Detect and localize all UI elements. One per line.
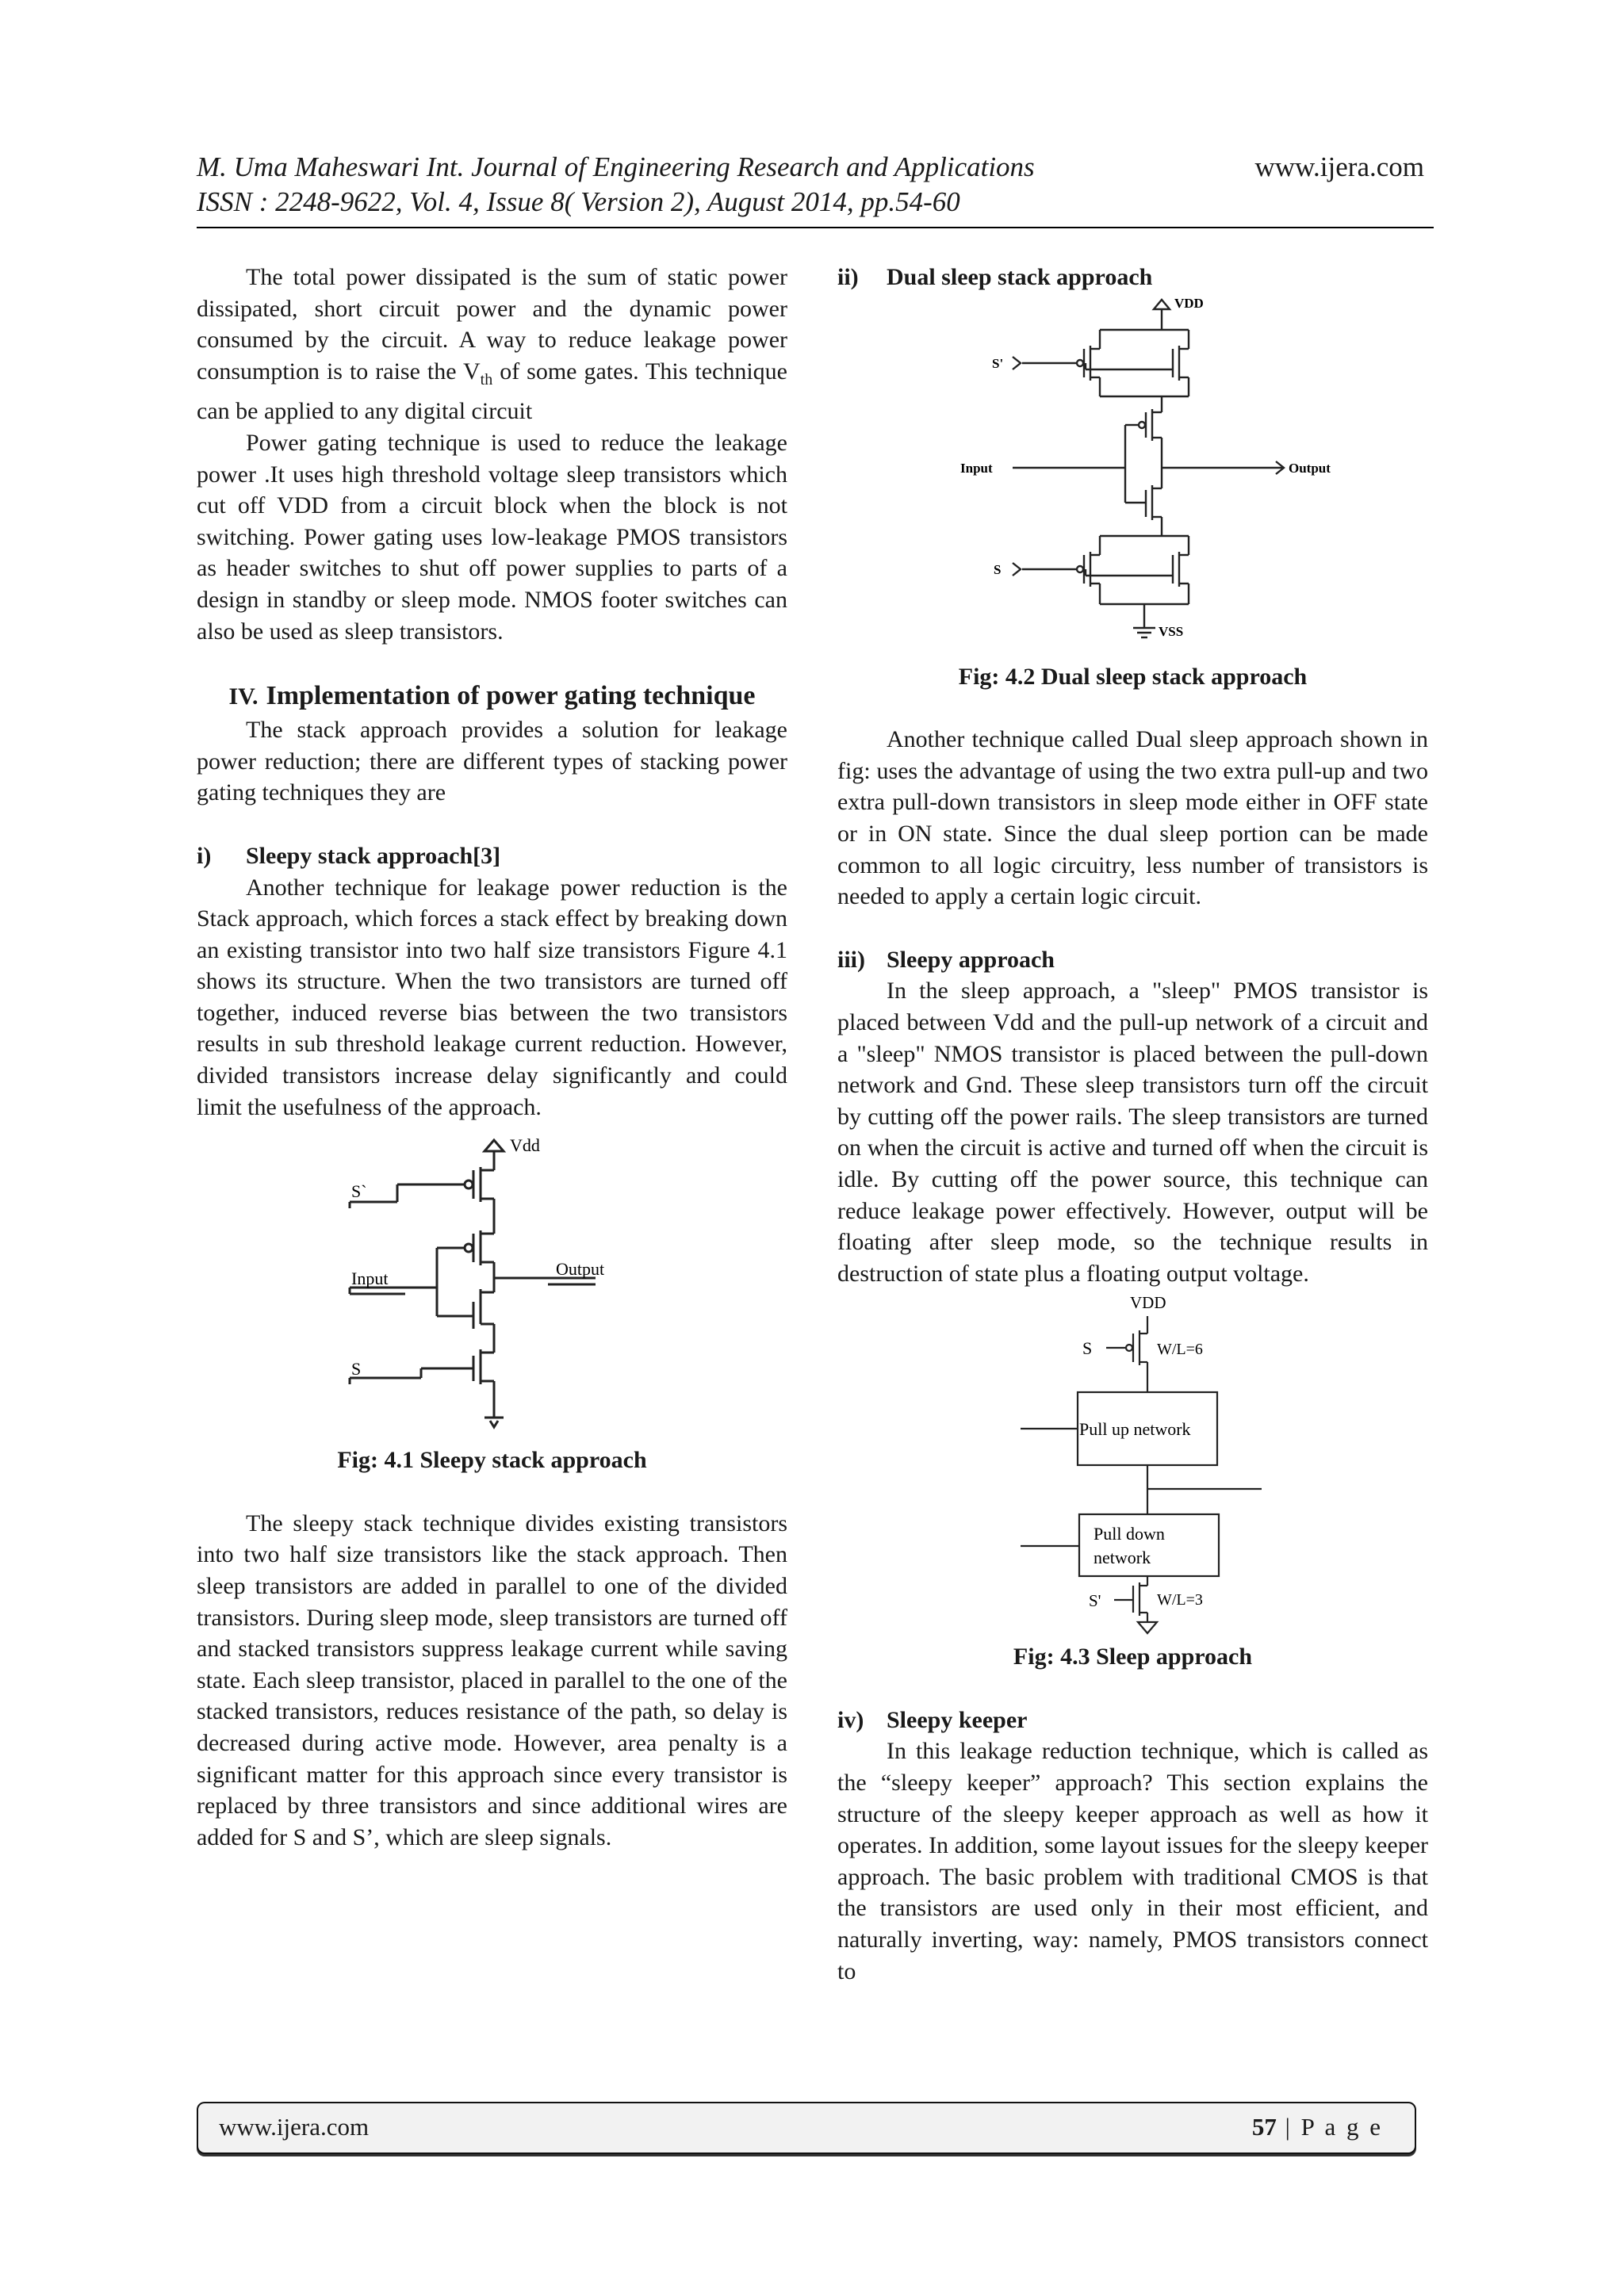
svg-text:VDD: VDD xyxy=(1174,295,1204,311)
svg-text:Output: Output xyxy=(1288,460,1331,476)
svg-text:Input: Input xyxy=(350,1269,388,1289)
paragraph-dual-sleep: Another technique called Dual sleep approach shown in fig: uses the advantage of using the two extra pull-up and two extra pull-down transistors in sleep mode either in OFF state or in ON state. Since the dual sleep portion can be made common to all logic circuitry, less number of transistors is needed to apply a certain logic circuit. xyxy=(837,726,1428,910)
journal-citation-line-1: M. Uma Maheswari Int. Journal of Engineering Research and Applications xyxy=(197,151,1035,182)
subheading-sleepy-keeper: iv) Sleepy keeper xyxy=(837,1706,1028,1733)
paragraph-power-gating: Power gating technique is used to reduce the leakage power .It uses high threshold voltage sleep transistors which cut off VDD from a circuit block when the block is not switching. Power gating uses low-leakage PMOS transistors as header switches to shut off power supplies to parts of a design in standby or sleep mode. NMOS footer switches can also be used as sleep transistors. xyxy=(197,429,787,645)
svg-text:network: network xyxy=(1093,1548,1151,1568)
svg-text:Pull up network: Pull up network xyxy=(1078,1419,1191,1440)
header-divider xyxy=(197,227,1434,228)
svg-text:W/L=3: W/L=3 xyxy=(1156,1591,1203,1609)
svg-text:Pull down: Pull down xyxy=(1093,1524,1165,1544)
paragraph-sleepy-stack-technique: The sleepy stack technique divides existing transistors into two half size transistors like the stack approach. Then sleep transistors are added in parallel to one of the divided transistors. During sleep mode, sleep transistors are turned off and stacked transistors suppress leakage current while saving state. Each sleep transistor, placed in parallel to the one of the stacked transistors, reduces resistance of the path, so delay is decreased during active mode. However, area penalty is a significant matter for this approach since every transistor is replaced by three transistors and since additional wires are added for S and S’, which are sleep signals. xyxy=(197,1510,787,1850)
figure-4-2-caption: Fig: 4.2 Dual sleep stack approach xyxy=(958,663,1308,690)
paragraph-total-power: The total power dissipated is the sum of static power dissipated, short circuit power and the dynamic power consumed by the circuit. A way to reduce leakage power consumption is to raise the $V_{th}$ of some gates. This technique can be applied to any digital circuit xyxy=(197,264,787,425)
right-column xyxy=(837,262,1428,1987)
figure-4-2-dual-sleep-diagram xyxy=(927,293,1339,658)
svg-text:VDD: VDD xyxy=(1129,1293,1166,1313)
figure-4-1-caption: Fig: 4.1 Sleepy stack approach xyxy=(337,1447,647,1474)
paragraph-sleepy-keeper: In this leakage reduction technique, which is called as the “sleepy keeper” approach? This section explains the structure of the sleepy keeper approach as well as how it operates. In addition, some layout issues for the sleepy keeper approach. The basic problem with traditional CMOS is that the transistors are used only in their most efficient, and naturally inverting, way: namely, PMOS transistors connect to xyxy=(837,1738,1428,1984)
svg-text:S: S xyxy=(1082,1338,1092,1359)
svg-text:W/L=6: W/L=6 xyxy=(1156,1341,1203,1359)
section-heading-iv: IV. Implementation of power gating technique xyxy=(228,681,756,711)
subheading-dual-sleep: ii) Dual sleep stack approach xyxy=(837,264,1153,290)
footer-page-number: 57 | P a g e xyxy=(1251,2113,1383,2141)
paragraph-stack-effect: Another technique for leakage power reduction is the Stack approach, which forces a stack effect by breaking down an existing transistor into two half size transistors Figure 4.1 shows its structure. When the two transistors are turned off together, induced reverse bias between the two transistors results in sub threshold leakage current reduction. However, divided transistors increase delay significantly and could limit the usefulness of the approach. xyxy=(197,874,787,1120)
figure-4-1-sleepy-stack-diagram xyxy=(326,1123,659,1440)
header-website: www.ijera.com xyxy=(1254,151,1424,182)
figure-4-3-caption: Fig: 4.3 Sleep approach xyxy=(1013,1644,1253,1670)
svg-text:Vdd: Vdd xyxy=(509,1135,540,1156)
figure-4-3-sleep-approach-diagram xyxy=(927,1289,1339,1638)
svg-text:S`: S` xyxy=(350,1181,367,1202)
footer-website: www.ijera.com xyxy=(219,2113,370,2141)
journal-citation-line-2: ISSN : 2248-9622, Vol. 4, Issue 8( Version 2), August 2014, pp.54-60 xyxy=(197,186,960,217)
left-column xyxy=(197,262,787,1853)
paragraph-stack-approach: The stack approach provides a solution for leakage power reduction; there are different types of stacking power gating techniques they are xyxy=(197,717,787,806)
subheading-sleepy-approach: iii) Sleepy approach xyxy=(837,946,1055,973)
svg-text:VSS: VSS xyxy=(1158,623,1183,639)
paragraph-sleep-approach: In the sleep approach, a "sleep" PMOS transistor is placed between Vdd and the pull-up network of a circuit and a "sleep" NMOS transistor is placed between the pull-down network and Gnd. These sleep transistors turn off the circuit by cutting off the power rails. The sleep transistors are turned on when the circuit is active and turned off when the circuit is idle. By cutting off the power source, this technique can reduce leakage power effectively. However, output will be floating after sleep mode, so the technique results in destruction of state plus a floating output voltage. xyxy=(837,978,1428,1287)
svg-text:Output: Output xyxy=(555,1259,604,1280)
svg-text:S': S' xyxy=(991,355,1003,371)
svg-text:S: S xyxy=(993,561,1001,577)
subheading-sleepy-stack: i) Sleepy stack approach[3] xyxy=(197,842,501,869)
page-footer xyxy=(197,2102,1416,2154)
svg-text:S: S xyxy=(350,1359,361,1380)
svg-text:Input: Input xyxy=(959,460,993,476)
svg-text:S': S' xyxy=(1088,1591,1101,1611)
